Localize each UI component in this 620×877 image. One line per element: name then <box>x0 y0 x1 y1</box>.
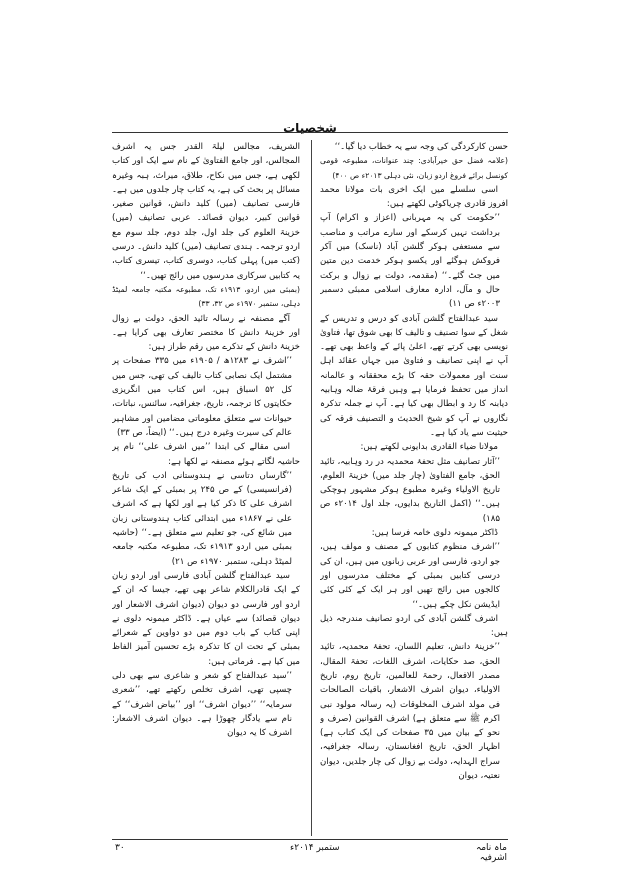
paragraph: ’’خزینۂ دانش، تعلیم اللسان، تحفۂ محمدیہ، تائید الحق، صد حکایات، اشرف اللغات، تحفۃ المقال، مصدر الافعال، رحمۃ للعالمین، تاریخ روم، تاریخ الاولیاء، دیوان اشرف الاشعار، باقیات الصالحات فی مولد اشرف المخلوقات (یہ رسالہ مولود نبی اکرم ﷺ سے متعلق ہے) اشرف القوانین (صرف و نحو کے بیان میں ۳۵ صفحات کی ایک کتاب ہے) اظہار الحق، تاریخ افغانستان، رسالہ جغرافیہ، سراج الہدایہ، دولت بے زوال کی چار جلدیں، دیوان نعتیہ، دیوان <box>320 642 500 782</box>
paragraph: مولانا ضیاء القادری بدایونی لکھتے ہیں: <box>360 442 498 453</box>
paragraph: ڈاکٹر میمونہ دلوی خامہ فرسا ہیں: <box>371 528 498 539</box>
paragraph: الشریف، مجالس لیلۃ القدر جس یہ اشرف المجالس، اور جامع الفتاویٰ کے نام سے ایک اور کتاب لکھی ہے، جس میں نکاح، طلاق، میراث، ہبہ وغیرہ مسائل پر بحث کی ہے، یہ کتاب چار جلدوں میں ہے۔ فارسی تصانیف (میں) کلید دانش، قوانین صغیر، قوانین کبیر، دیوان قصائد۔ عربی تصانیف (میں) خزینۃ العلوم کی جلد اول، جلد دوم، جلد سوم مع اردو ترجمہ۔ ہندی تصانیف (میں) کلید دانش۔ درسی (کتب میں) پہلی کتاب، دوسری کتاب، تیسری کتاب، یہ کتابیں سرکاری مدرسوں میں رائج تھیں۔‘‘ <box>112 142 300 281</box>
paragraph: آگے مصنفہ نے رسالہ تائید الحق، دولت بے زوال اور خزینۂ دانش کا مختصر تعارف بھی کرایا ہے۔ خزینۂ دانش کے تذکرے میں رقم طراز ہیں: <box>112 313 300 353</box>
section-title: شخصیات <box>283 121 337 135</box>
paragraph: ’’سید عبدالفتاح کو شعر و شاعری سے بھی دلی چسپی تھی، اشرف تخلص رکھتے تھے، ’’شعری سرمایہ‘‘ ’’دیوان اشرف‘‘ اور ’’بیاض اشرف‘‘ کے نام سے یادگار چھوڑا ہے۔ دیوان اشرف الاشعار: اشرف کا یہ دیوان <box>112 670 292 739</box>
left-column <box>112 140 300 838</box>
magazine-name: ماہ نامہ اشرفیہ <box>475 843 507 863</box>
paragraph: سید عبدالفتاح گلشن آبادی کو درس و تدریس کے شغل کے سوا تصنیف و تالیف کا بھی شوق تھا، فتاویٰ نویسی بھی کرتے تھے، اعلیٰ پائے کے واعظ بھی تھے۔ آپ نے اپنی تصانیف و فتاویٰ میں جہاں عقائد اہل سنت اور معمولات حقہ کا بڑے محققانہ و عالمانہ انداز میں تحفظ فرمایا ہے وہیں فرقۂ ضالہ وہابیہ دیابنہ کا رد و ابطال بھی کیا ہے۔ آپ نے جملہ تذکرہ نگاروں نے آپ کو شیخ الحدیث و التصنیف فرقہ کی حیثیت سے یاد کیا ہے۔ <box>320 313 508 438</box>
paragraph: حسن کارکردگی کی وجہ سے یہ خطاب دیا گیا۔‘‘ <box>334 142 508 152</box>
footer-divider <box>112 839 508 840</box>
issue-date: ستمبر ۲۰۱۴ء <box>290 843 340 853</box>
paragraph: ’’حکومت کی یہ مہربانی (اعزاز و اکرام) آپ برداشت نہیں کرسکے اور سارے مراتب و مناصب سے مستعفی ہوکر گلشن آباد (ناسک) میں آکر فروکش ہوگئے اور یکسو ہوکر خدمت دین متین میں جٹ گئے۔‘‘ (مقدمہ، دولت بے زوال و برکت حال و مآل، ادارہ معارف اسلامی ممبئی دسمبر ۲۰۰۳ء ص ۱۱) <box>320 213 500 310</box>
page-number: ۳۰ <box>115 843 125 853</box>
paragraph: ’’آثار تصانیف مثل تحفۂ محمدیہ در رد وہابیہ، تائید الحق، جامع الفتاویٰ (چار جلد میں) خزینۃ العلوم، تاریخ الاولیاء وغیرہ مطبوع ہوکر مشہور ہوچکی ہیں۔‘‘ (اکمل التاریخ بدایوں، جلد اول ۲۰۱۴ء ص ۱۸۵) <box>320 456 500 524</box>
paragraph: ’’اشرف نے ۱۲۸۳ھ / ۱۹۰۵ء میں ۳۳۵ صفحات پر مشتمل ایک نصابی کتاب تالیف کی تھی، جس میں کل ۵۲ اسباق ہیں، اس کتاب میں انگریزی حکایتوں کا ترجمہ، تاریخ، جغرافیہ، سائنس، نباتات، حیوانات سے متعلق معلوماتی مضامین اور مشاہیر عالم کی سیرت وغیرہ درج ہیں۔‘‘ (ایضاً، ص ۳۳) <box>112 356 292 438</box>
paragraph: ’’گارساں دتاسی نے ہندوستانی ادب کی تاریخ (فرانسیسی) کے ص ۲۴۵ پر بمبئی کے ایک شاعر اشرف علی کا ذکر کیا ہے اور لکھا ہے کہ اشرف علی نے ۱۸۶۷ء میں ابتدائی کتاب ہندوستانی زبان میں شائع کی، جو تعلیم سے متعلق ہے۔‘‘ (حاشیہ بمبئی میں اردو ۱۹۱۳ء تک، مطبوعہ مکتبہ جامعہ لمیٹڈ دہلی، ستمبر ۱۹۷۰ء ص ۲۱) <box>112 470 292 567</box>
right-column <box>320 140 508 838</box>
paragraph: (علامہ فضل حق خیرآبادی: چند عنوانات، مطبوعہ قومی کونسل برائے فروغ اردو زبان، نئی دہلی ۲۰۱۳ء ص ۴۰۰) <box>320 156 508 180</box>
paragraph: سید عبدالفتاح گلشن آبادی فارسی اور اردو زبان کے ایک قادرالکلام شاعر بھی تھے، جیسا کہ ان کے اردو اور فارسی دو دیوان (دیوان اشرف الاشعار اور دیوان قصائد) سے عیاں ہے۔ ڈاکٹر میمونہ دلوی نے اپنی کتاب کے باب دوم میں دو دواوین کے شعرائے بمبئی کے تحت ان کا تذکرہ بڑے تحسین آمیز الفاظ میں کیا ہے۔ فرماتی ہیں: <box>112 570 300 667</box>
paragraph: اسی مقالے کی ابتدا ’’میں اشرف علی‘‘ نام پر حاشیہ لگاتے ہوئے مصنفہ نے لکھا ہے: <box>112 442 300 467</box>
column-divider <box>311 140 312 836</box>
header-divider <box>112 132 508 133</box>
paragraph: (بمبئی میں اردو، ۱۹۱۳ء تک، مطبوعہ مکتبہ جامعہ لمیٹڈ دہلی، ستمبر ۱۹۷۰ء ص ۳۲، ۳۳) <box>112 284 300 309</box>
paragraph: اشرف گلشن آبادی کی اردو تصانیف مندرجہ ذیل ہیں: <box>320 613 508 639</box>
paragraph: اسی سلسلے میں ایک اخری بات مولانا محمد افروز قادری چریاکوٹی لکھتے ہیں: <box>320 184 508 210</box>
paragraph: ’’اشرف منظوم کتابوں کے مصنف و مولف ہیں، جو اردو، فارسی اور عربی زبانوں میں ہیں، ان کی درسی کتابیں بمبئی کے مختلف مدرسوں اور کالجوں میں رائج تھیں اور ہر ایک کے کئی کئی ایڈیشن نکل چکے ہیں۔‘‘ <box>320 542 500 610</box>
